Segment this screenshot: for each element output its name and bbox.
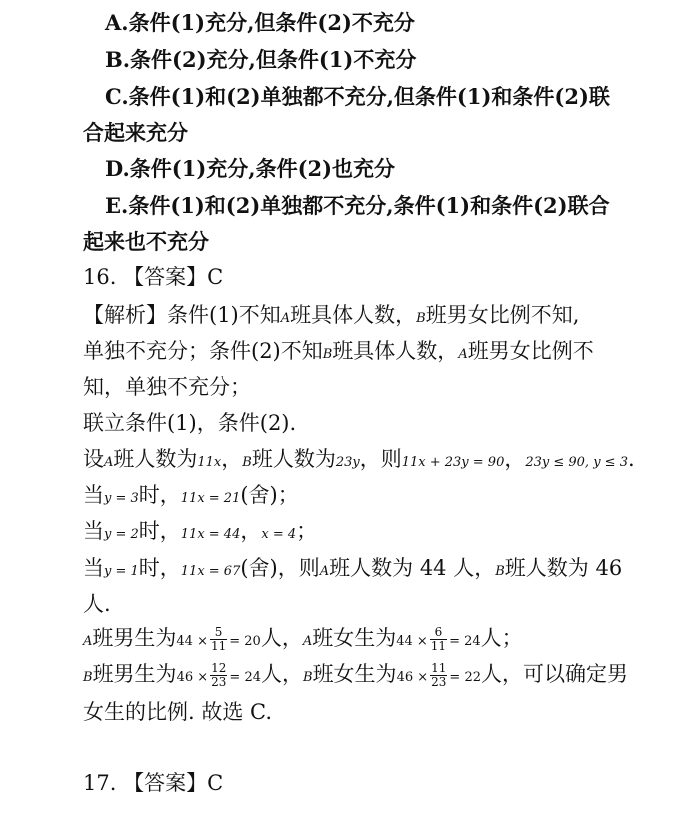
var-a: A xyxy=(319,564,330,579)
frac2-pre: 44 × xyxy=(396,634,428,649)
q16-analysis-line4: 联立条件(1)，条件(2). xyxy=(83,411,297,435)
q16-analysis-line6 xyxy=(83,482,299,512)
expr-11x: 11x xyxy=(197,455,222,470)
denominator: 23 xyxy=(431,675,447,689)
text: 班男生为 xyxy=(92,662,177,686)
text: 人，可以确定男 xyxy=(481,662,628,686)
result-y3: 11x = 21 xyxy=(180,491,241,506)
var-a: A xyxy=(83,634,93,649)
numerator: 5 xyxy=(210,626,227,640)
result-y1: 11x = 67 xyxy=(180,564,241,579)
frac4-post: = 22 xyxy=(449,670,481,685)
frac4-pre: 46 × xyxy=(396,670,429,685)
var-b: B xyxy=(83,670,93,685)
frac3-post: = 24 xyxy=(229,670,261,685)
fraction-12-23 xyxy=(210,662,227,689)
frac1-pre: 44 × xyxy=(176,634,208,649)
text: 当 xyxy=(83,519,104,543)
text: ； xyxy=(296,519,318,543)
text: 人 xyxy=(260,626,282,650)
var-a: A xyxy=(104,455,114,470)
text: 班具体人数， xyxy=(332,339,459,363)
text: 班男生为 xyxy=(92,626,177,650)
text: 单独不充分；条件(2)不知 xyxy=(83,339,323,363)
option-e-line2: 起来也不充分 xyxy=(83,229,209,254)
q16-analysis-line5 xyxy=(83,446,635,476)
frac1-post: = 20 xyxy=(229,634,261,649)
option-d: D.条件(1)充分,条件(2)也充分 xyxy=(105,156,396,181)
text: ， xyxy=(240,519,262,543)
text: 班具体人数， xyxy=(290,303,417,327)
fraction-6-11 xyxy=(430,626,447,653)
text: 人； xyxy=(480,626,523,650)
denominator: 11 xyxy=(430,639,447,653)
q16-analysis-line10 xyxy=(83,625,523,655)
result-y2a: 11x = 44 xyxy=(180,527,241,542)
option-c-line1: C.条件(1)和(2)单独都不充分,但条件(1)和条件(2)联 xyxy=(105,84,610,109)
numerator: 12 xyxy=(211,661,227,675)
text: ，则 xyxy=(359,447,402,471)
text: 班人数为 xyxy=(251,447,336,471)
var-a: A xyxy=(302,634,313,649)
var-a: A xyxy=(280,311,291,326)
text: 时， xyxy=(138,519,181,543)
text: 班男女比例不知, xyxy=(425,303,580,327)
text: 时， xyxy=(138,483,181,507)
text: (舍)，则 xyxy=(240,556,320,580)
text: 当 xyxy=(83,483,104,507)
q16-analysis-line12: 女生的比例. 故选 C. xyxy=(83,700,273,724)
text: 班女生为 xyxy=(312,662,397,686)
q16-analysis-line8 xyxy=(83,555,622,585)
text: ， xyxy=(504,447,526,471)
fraction-5-11 xyxy=(210,626,227,653)
q16-answer-heading: 16. 【答案】C xyxy=(83,265,224,289)
q17-answer-heading: 17. 【答案】C xyxy=(83,771,224,795)
equation-1: 11x + 23y = 90 xyxy=(401,455,505,470)
var-a: A xyxy=(458,347,468,362)
text: 设 xyxy=(83,447,104,471)
text: 班男女比例不 xyxy=(467,339,594,363)
frac3-pre: 46 × xyxy=(176,670,209,685)
q16-analysis-line7 xyxy=(83,518,317,548)
var-b: B xyxy=(242,455,252,470)
text: 班女生为 xyxy=(312,626,397,650)
q16-analysis-line2 xyxy=(83,338,594,368)
q16-analysis-line3: 知，单独不充分； xyxy=(83,375,251,399)
text: 人， xyxy=(261,662,303,686)
text: (舍)； xyxy=(240,483,299,507)
cond-y1: y = 1 xyxy=(104,564,139,579)
var-b: B xyxy=(322,347,333,362)
text: 当 xyxy=(83,556,104,580)
var-b: B xyxy=(495,564,505,579)
text: ， xyxy=(281,626,303,650)
q16-analysis-line11 xyxy=(83,661,628,691)
option-c-line2: 合起来充分 xyxy=(83,120,188,145)
fraction-11-23 xyxy=(430,662,447,689)
option-a: A.条件(1)充分,但条件(2)不充分 xyxy=(105,10,415,35)
result-y2b: x = 4 xyxy=(261,527,297,542)
text: ， xyxy=(221,447,243,471)
inequality: 23y ≤ 90, y ≤ 3 xyxy=(525,455,628,470)
text: 时， xyxy=(138,556,181,580)
var-b: B xyxy=(416,311,426,326)
cond-y2: y = 2 xyxy=(104,527,139,542)
numerator: 11 xyxy=(431,661,447,675)
text: 班人数为 46 xyxy=(504,556,623,580)
cond-y3: y = 3 xyxy=(104,491,139,506)
numerator: 6 xyxy=(430,626,447,640)
option-e-line1: E.条件(1)和(2)单独都不充分,条件(1)和条件(2)联合 xyxy=(105,193,610,218)
text: 班人数为 xyxy=(113,447,198,471)
text: 【解析】条件(1)不知 xyxy=(83,303,281,327)
text: . xyxy=(627,447,635,471)
expr-23y: 23y xyxy=(335,455,360,470)
frac2-post: = 24 xyxy=(449,634,481,649)
q16-analysis-line9: 人. xyxy=(83,592,111,616)
option-b: B.条件(2)充分,但条件(1)不充分 xyxy=(105,47,417,72)
denominator: 11 xyxy=(210,639,227,653)
q16-analysis-line1 xyxy=(83,302,579,332)
denominator: 23 xyxy=(211,675,227,689)
var-b: B xyxy=(303,670,313,685)
text: 班人数为 44 人， xyxy=(329,556,496,580)
